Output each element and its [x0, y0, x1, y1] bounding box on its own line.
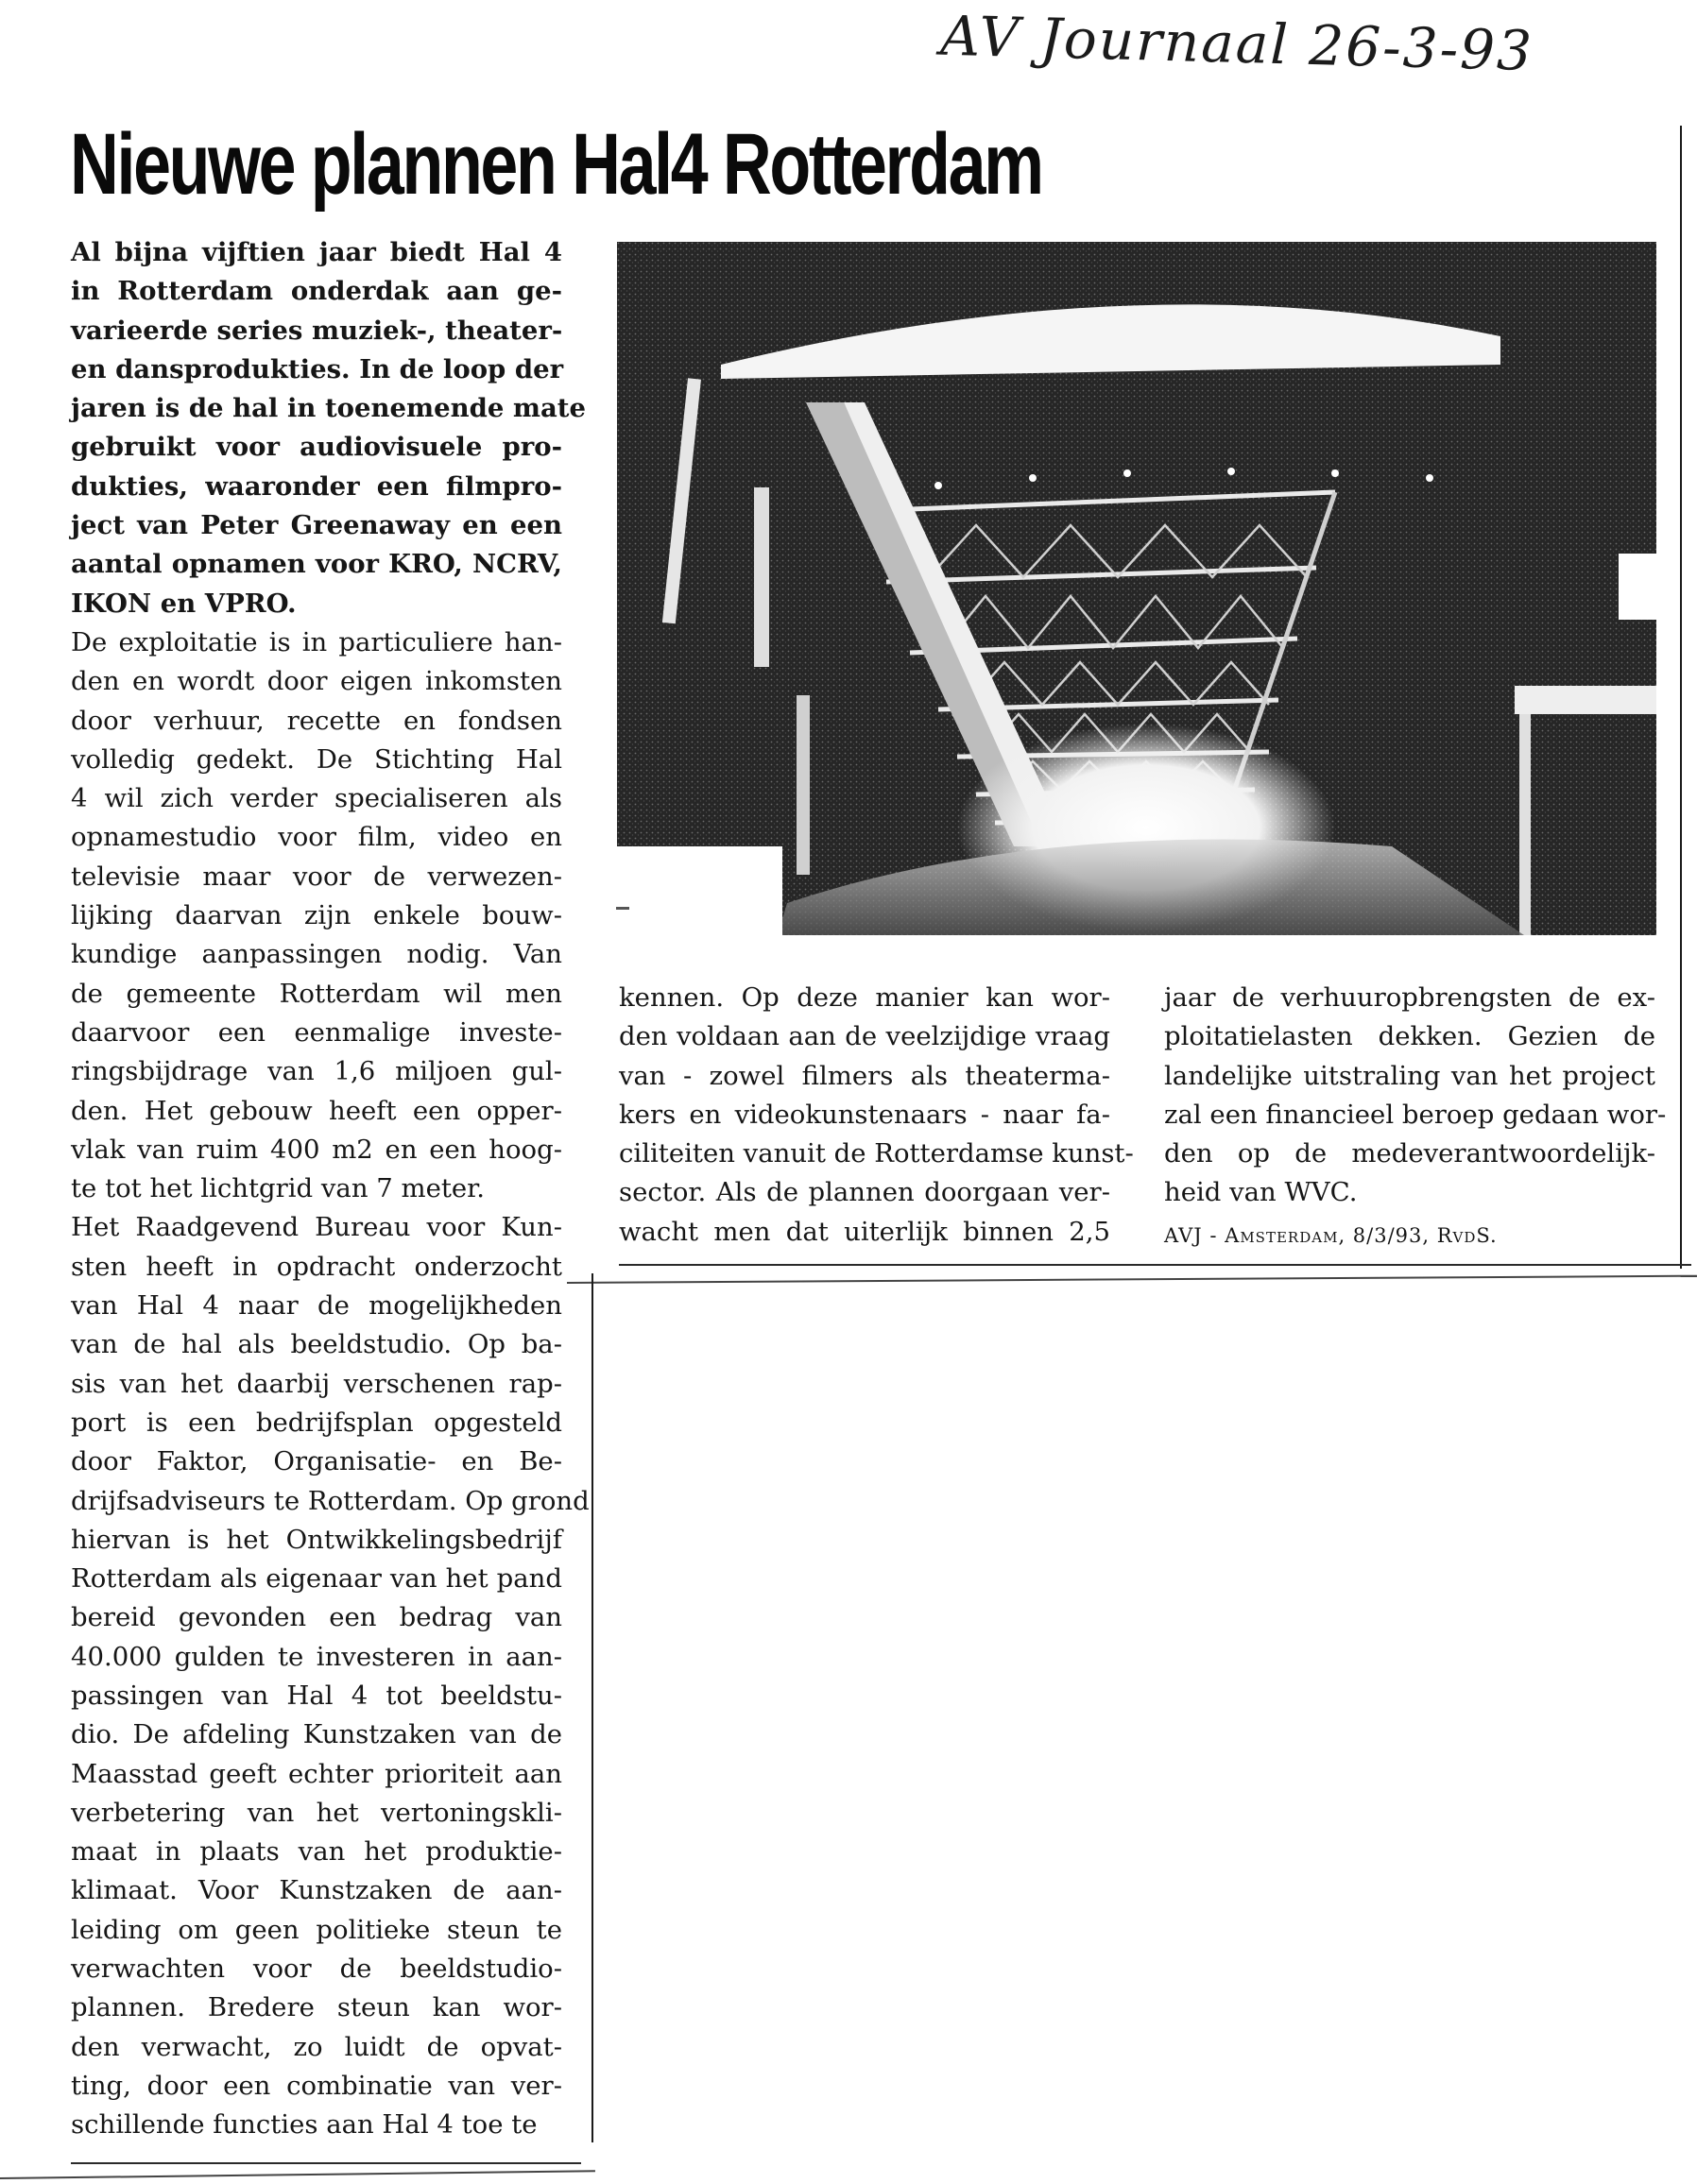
article-photo — [617, 242, 1656, 935]
text-line: kennen. Op deze manier kan wor- — [619, 982, 1110, 1013]
text-line: den verwacht, zo luidt de opvat- — [71, 2031, 562, 2062]
text-line: kundige aanpassingen nodig. Van — [71, 939, 562, 970]
text-line: drijfsadviseurs te Rotterdam. Op grond — [71, 1485, 590, 1516]
text-line: door Faktor, Organisatie- en Be- — [71, 1446, 562, 1477]
text-line: den. Het gebouw heeft een opper- — [71, 1095, 562, 1126]
text-line: ringsbijdrage van 1,6 miljoen gul- — [71, 1056, 562, 1087]
text-line: IKON en VPRO. — [71, 588, 297, 619]
text-line: maat in plaats van het produktie- — [71, 1836, 562, 1868]
scan-speck — [616, 907, 629, 910]
byline-author: RvdS. — [1436, 1223, 1498, 1247]
text-line: 4 wil zich verder specialiseren als — [71, 783, 562, 814]
hall-interior-photo — [617, 242, 1656, 935]
text-line: jaar de verhuuropbrengsten de ex- — [1164, 982, 1655, 1013]
article-column-right — [1164, 979, 1667, 1255]
text-line: den en wordt door eigen inkomsten — [71, 666, 562, 697]
byline-place: Amsterdam — [1225, 1223, 1339, 1247]
text-line: port is een bedrijfsplan opgesteld — [71, 1407, 562, 1438]
text-line: in Rotterdam onderdak aan ge- — [71, 276, 562, 307]
text-line: kers en videokunstenaars - naar fa- — [619, 1099, 1110, 1130]
text-line: den op de medeverantwoordelijk- — [1164, 1138, 1655, 1169]
text-line: bereid gevonden een bedrag van — [71, 1602, 562, 1633]
clipping-cut-line-right — [1680, 126, 1682, 1269]
text-line: De exploitatie is in particuliere han- — [71, 626, 562, 657]
text-line: van de hal als beeldstudio. Op ba- — [71, 1329, 562, 1360]
text-line: van - zowel filmers als theaterma- — [619, 1060, 1110, 1091]
text-line: opnamestudio voor film, video en — [71, 822, 562, 853]
text-line: ploitatielasten dekken. Gezien de — [1164, 1021, 1655, 1052]
text-line: ject van Peter Greenaway en een — [71, 510, 562, 541]
text-line: schillende functies aan Hal 4 toe te — [71, 2109, 538, 2141]
text-line: en dansprodukties. In de loop der — [71, 353, 564, 384]
text-line: dio. De afdeling Kunstzaken van de — [71, 1719, 562, 1750]
text-line: heid van WVC. — [1164, 1177, 1358, 1208]
text-line: sector. Als de plannen doorgaan ver- — [619, 1177, 1110, 1208]
text-line: dukties, waaronder een filmpro- — [71, 470, 562, 502]
text-line: Al bijna vijftien jaar biedt Hal 4 — [71, 237, 562, 267]
clipping-cut-line-horizontal — [567, 1275, 1697, 1284]
article-column-left — [71, 233, 590, 2145]
text-line: te tot het lichtgrid van 7 meter. — [71, 1173, 486, 1204]
text-line: plannen. Bredere steun kan wor- — [71, 1992, 562, 2023]
clipping-cut-line-left-column — [591, 1273, 593, 2142]
clipping-rule-bottom — [71, 2162, 581, 2164]
article-lead-paragraph — [71, 233, 587, 623]
text-line: de gemeente Rotterdam wil men — [71, 978, 562, 1009]
article-headline: Nieuwe plannen Hal4 Rotterdam — [70, 116, 1042, 213]
text-line: vlak van ruim 400 m2 en een hoog- — [71, 1134, 562, 1165]
article-body-left — [71, 623, 590, 2145]
byline-date: , 8/3/93, — [1338, 1223, 1437, 1247]
article-column-middle — [619, 979, 1134, 1252]
clipping-cut-line-bottom — [0, 2170, 595, 2178]
text-line: leiding om geen politieke steun te — [71, 1914, 562, 1945]
byline-source: AVJ - — [1164, 1223, 1226, 1247]
text-line: verwachten voor de beeldstudio- — [71, 1954, 562, 1985]
text-line: door verhuur, recette en fondsen — [71, 705, 562, 736]
handwritten-annotation: AV Journaal 26-3-93 — [939, 3, 1534, 84]
clipping-rule-mid — [619, 1264, 1691, 1266]
text-line: sten heeft in opdracht onderzocht — [71, 1251, 562, 1282]
text-line: zal een financieel beroep gedaan wor- — [1164, 1099, 1667, 1130]
text-line: van Hal 4 naar de mogelijkheden — [71, 1290, 562, 1322]
text-line: 40.000 gulden te investeren in aan- — [71, 1641, 562, 1672]
text-line: ting, door een combinatie van ver- — [71, 2070, 562, 2101]
text-line: klimaat. Voor Kunstzaken de aan- — [71, 1875, 562, 1906]
text-line: wacht men dat uiterlijk binnen 2,5 — [619, 1216, 1110, 1247]
text-line: televisie maar voor de verwezen- — [71, 861, 562, 892]
text-line: varieerde series muziek-, theater- — [71, 315, 563, 346]
text-line: verbetering van het vertoningskli- — [71, 1797, 562, 1828]
text-line: sis van het daarbij verschenen rap- — [71, 1368, 562, 1399]
text-line: daarvoor een eenmalige investe- — [71, 1016, 562, 1048]
text-line: aantal opnamen voor KRO, NCRV, — [71, 549, 562, 580]
text-line: Rotterdam als eigenaar van het pand — [71, 1563, 562, 1595]
text-line: Het Raadgevend Bureau voor Kun- — [71, 1212, 562, 1243]
article-body-right — [1164, 979, 1667, 1213]
text-line: jaren is de hal in toenemende mate — [71, 393, 587, 424]
article-byline — [1164, 1217, 1655, 1255]
text-line: lijking daarvan zijn enkele bouw- — [71, 900, 562, 931]
text-line: Maasstad geeft echter prioriteit aan — [71, 1758, 562, 1789]
text-line: passingen van Hal 4 tot beeldstu- — [71, 1680, 562, 1711]
text-line: volledig gedekt. De Stichting Hal — [71, 743, 562, 775]
text-line: gebruikt voor audiovisuele pro- — [71, 432, 562, 463]
text-line: hiervan is het Ontwikkelingsbedrijf — [71, 1524, 562, 1555]
text-line: den voldaan aan de veelzijdige vraag — [619, 1021, 1110, 1052]
text-line: landelijke uitstraling van het project — [1164, 1060, 1655, 1091]
text-line: ciliteiten vanuit de Rotterdamse kunst- — [619, 1138, 1134, 1169]
